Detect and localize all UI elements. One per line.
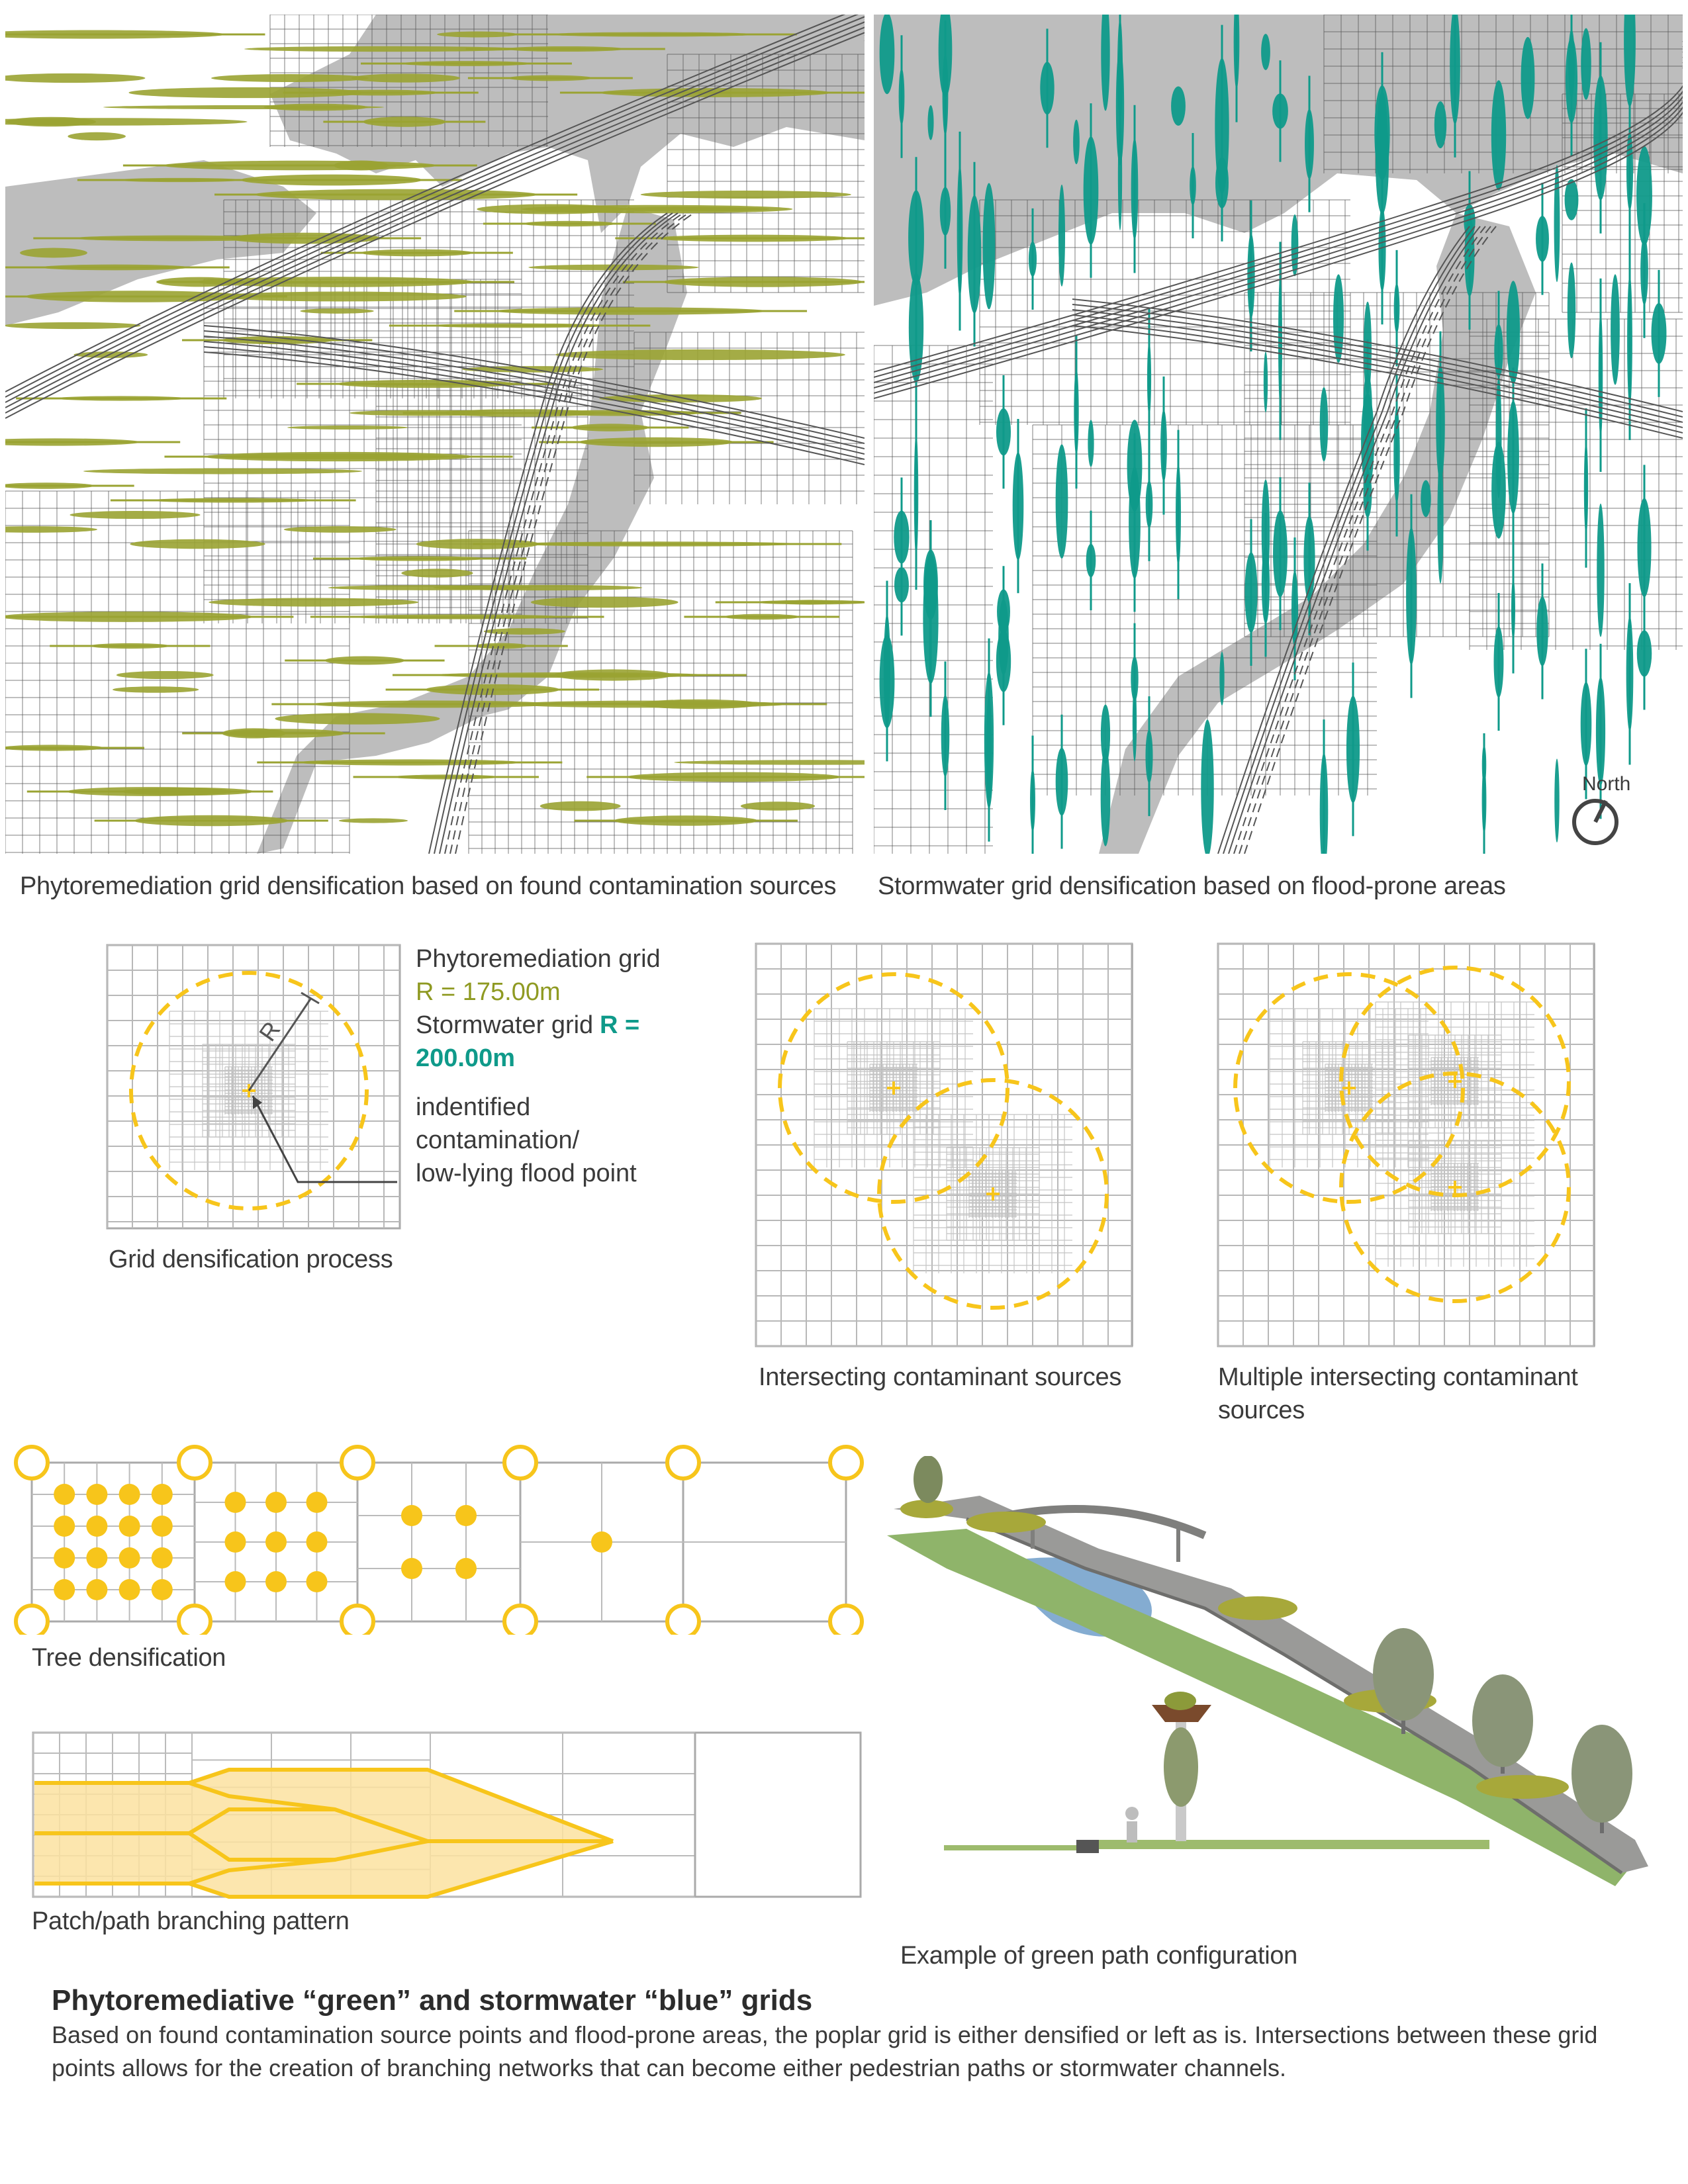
- point-label-1: indentified: [416, 1093, 531, 1121]
- right-map-caption: Stormwater grid densification based on flood-prone areas: [878, 872, 1506, 900]
- branch-caption: Patch/path branching pattern: [32, 1907, 350, 1935]
- phytoremediation-map: [5, 15, 865, 854]
- storm-grid-label: Stormwater grid: [416, 1011, 594, 1039]
- process-caption: Grid densification process: [109, 1246, 393, 1273]
- multiple-caption-1: Multiple intersecting contaminant: [1218, 1363, 1578, 1391]
- point-label-3: low-lying flood point: [416, 1160, 637, 1187]
- tree-caption: Tree densification: [32, 1644, 226, 1672]
- intersecting-sources-diagram: [755, 942, 1133, 1347]
- phyto-grid-label: Phytoremediation grid: [416, 945, 661, 973]
- multiple-caption-2: sources: [1218, 1396, 1305, 1424]
- point-label-2: contamination/: [416, 1126, 580, 1154]
- radius-marker: R: [253, 1016, 286, 1046]
- pointer-arrow: [253, 1096, 397, 1182]
- summary-body: Based on found contamination source points and flood-prone areas, the poplar grid is either densified or left as is. Intersections between these grid points allows for the creation of branching networks that can become either pedestrian paths or stormwater channels.: [52, 2021, 1598, 2081]
- storm-grid-radius-b: 200.00m: [416, 1044, 516, 1072]
- example-caption: Example of green path configuration: [900, 1942, 1298, 1970]
- summary-title: Phytoremediative “green” and stormwater “blue” grids: [52, 1984, 813, 2017]
- grid-densification-diagram: [106, 944, 401, 1230]
- stormwater-map: [874, 15, 1683, 854]
- multiple-intersecting-diagram: [1217, 942, 1595, 1347]
- branching-pattern-diagram: [30, 1730, 862, 1902]
- phyto-grid-radius: R = 175.00m: [416, 978, 561, 1006]
- green-path-illustration: [887, 1456, 1688, 1939]
- intersecting-caption: Intersecting contaminant sources: [759, 1363, 1122, 1391]
- left-map-caption: Phytoremediation grid densification based on found contamination sources: [20, 872, 837, 900]
- north-label: North: [1582, 773, 1631, 795]
- storm-grid-radius-a: R =: [600, 1011, 640, 1039]
- tree-densification-diagram: [12, 1436, 879, 1635]
